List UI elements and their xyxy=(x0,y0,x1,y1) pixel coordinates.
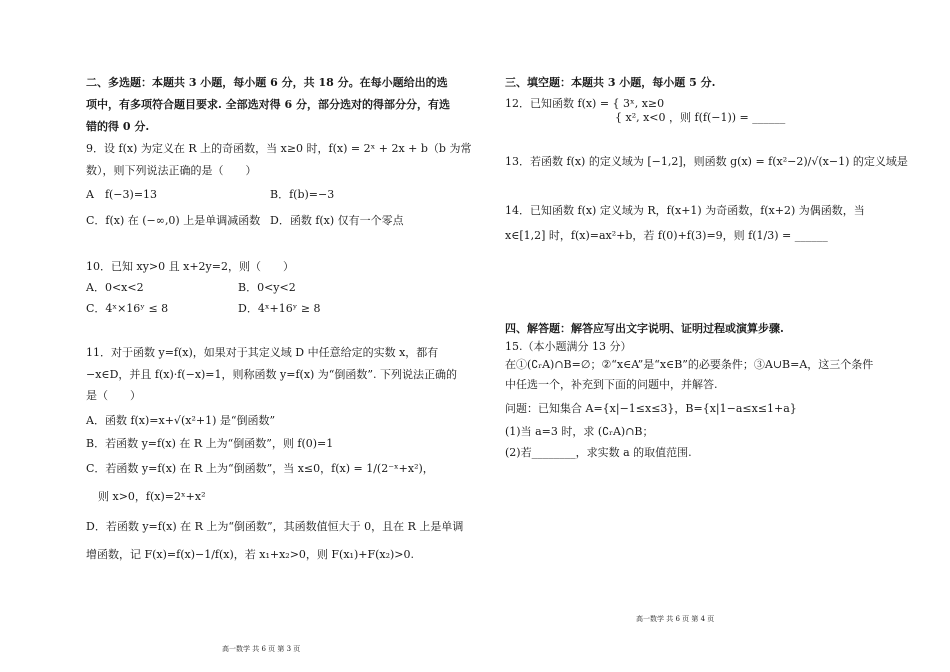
q15-line3: 中任选一个，补充到下面的问题中，并解答. xyxy=(505,378,718,391)
q11-option-b: B．若函数 y=f(x) 在 R 上为“倒函数”，则 f(0)=1 xyxy=(86,437,334,450)
q10-option-a: A．0<x<2 xyxy=(86,281,144,294)
section3-header: 三、填空题：本题共 3 小题，每小题 5 分. xyxy=(505,76,716,89)
q9-option-c: C．f(x) 在 (−∞,0) 上是单调减函数 xyxy=(86,214,261,227)
q11-option-c: C．若函数 y=f(x) 在 R 上为“倒函数”，当 x≤0，f(x) = 1/(2⁻ˣ+x²)， xyxy=(86,462,434,475)
q11-option-c-cont: 则 x>0，f(x)=2ˣ+x² xyxy=(98,490,206,503)
q10-option-d: D．4ˣ+16ʸ ≥ 8 xyxy=(238,302,321,315)
section2-header-line2: 项中，有多项符合题目要求. 全部选对得 6 分，部分选对的得部分分，有选 xyxy=(86,98,450,111)
q11-option-d-line2: 增函数，记 F(x)=f(x)−1/f(x)，若 x₁+x₂>0，则 F(x₁)+F(x₂)>0. xyxy=(86,548,415,561)
q15-part2: (2)若________，求实数 a 的取值范围. xyxy=(505,446,692,459)
q11-option-a: A．函数 f(x)=x+√(x²+1) 是“倒函数” xyxy=(86,414,276,427)
q9-option-b: B．f(b)=−3 xyxy=(270,188,335,201)
q9-stem-line1: 9．设 f(x) 为定义在 R 上的奇函数，当 x≥0 时，f(x) = 2ˣ + 2x + b（b 为常 xyxy=(86,142,472,155)
right-page-footer: 高一数学 共 6 页 第 4 页 xyxy=(636,615,715,623)
q11-option-d-line1: D．若函数 y=f(x) 在 R 上为“倒函数”，其函数值恒大于 0，且在 R 上是单调 xyxy=(86,520,464,533)
section4-header: 四、解答题：解答应写出文字说明、证明过程或演算步骤. xyxy=(505,322,784,335)
q12-line2: { x², x<0 ，则 f(f(−1)) = ______ xyxy=(505,111,786,124)
q9-option-a: A f(−3)=13 xyxy=(86,188,158,201)
q14-line1: 14．已知函数 f(x) 定义域为 R，f(x+1) 为奇函数，f(x+2) 为偶函数，当 xyxy=(505,204,865,217)
q10-option-b: B．0<y<2 xyxy=(238,281,296,294)
section2-header-line1: 二、多选题：本题共 3 小题，每小题 6 分，共 18 分。在每小题给出的选 xyxy=(86,76,448,89)
q15-problem: 问题：已知集合 A={x|−1≤x≤3}，B={x|1−a≤x≤1+a} xyxy=(505,402,797,415)
q14-line2: x∈[1,2] 时，f(x)=ax²+b，若 f(0)+f(3)=9，则 f(1/3) = ______ xyxy=(505,229,828,242)
q11-stem-line1: 11．对于函数 y=f(x)，如果对于其定义域 D 中任意给定的实数 x，都有 xyxy=(86,346,439,359)
q13: 13．若函数 f(x) 的定义域为 [−1,2]，则函数 g(x) = f(x²−2)/√(x−1) 的定义域是 xyxy=(505,155,908,168)
q10-stem: 10．已知 xy>0 且 x+2y=2，则（ ） xyxy=(86,260,294,273)
q9-option-d: D．函数 f(x) 仅有一个零点 xyxy=(270,214,404,227)
q11-stem-line3: 是（ ） xyxy=(86,389,141,402)
section2-header-line3: 错的得 0 分. xyxy=(86,120,150,133)
q15-line2: 在①(∁ᵣA)∩B=∅；②“x∈A”是“x∈B”的必要条件；③A∪B=A，这三个条件 xyxy=(505,358,874,371)
q11-stem-line2: −x∈D，并且 f(x)·f(−x)=1，则称函数 y=f(x) 为“倒函数”. 下列说法正确的 xyxy=(86,368,458,381)
left-page-footer: 高一数学 共 6 页 第 3 页 xyxy=(222,645,301,653)
q12-line1: 12．已知函数 f(x) = { 3ˣ, x≥0 xyxy=(505,97,665,110)
q15-part1: (1)当 a=3 时，求 (∁ᵣA)∩B； xyxy=(505,425,654,438)
q9-stem-line2: 数），则下列说法正确的是（ ） xyxy=(86,164,257,177)
q15-line1: 15.（本小题满分 13 分） xyxy=(505,340,632,353)
q10-option-c: C．4ˣ×16ʸ ≤ 8 xyxy=(86,302,169,315)
